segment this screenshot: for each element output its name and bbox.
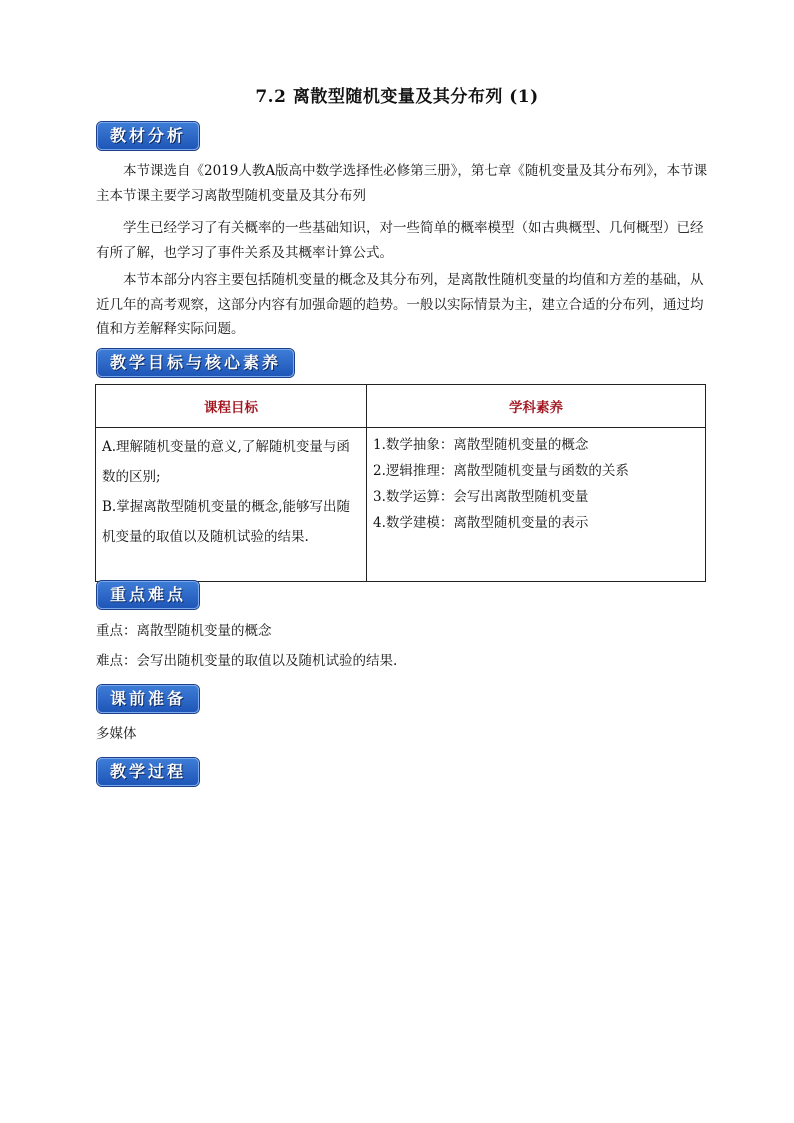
document-title: 7.2 离散型随机变量及其分布列 (1) [255, 87, 539, 107]
preparation-text: 多媒体 [96, 726, 137, 742]
section-badge-preparation: 课前准备 [97, 685, 199, 713]
objectives-table [95, 384, 706, 582]
course-goals-cell [96, 428, 367, 582]
analysis-paragraph-2: 学生已经学习了有关概率的一些基础知识，对一些简单的概率模型（如古典概型、几何概型）已经有所了解，也学习了事件关系及其概率计算公式。 [96, 220, 704, 261]
table-header-row [96, 385, 706, 428]
literacy-item-1: 1.数学抽象：离散型随机变量的概念 [373, 437, 589, 453]
difficulty-line: 难点：会写出随机变量的取值以及随机试验的结果. [96, 653, 398, 669]
section-badge-key-points: 重点难点 [97, 581, 199, 609]
analysis-paragraph-1: 本节课选自《2019人教A版高中数学选择性必修第三册》，第七章《随机变量及其分布列》，本节课主本节课主要学习离散型随机变量及其分布列 [96, 163, 708, 204]
section-badge-analysis: 教材分析 [97, 122, 199, 150]
section-badge-process: 教学过程 [97, 758, 199, 786]
course-goal-b: B.掌握离散型随机变量的概念,能够写出随机变量的取值以及随机试验的结果. [102, 499, 351, 545]
table-row [96, 428, 706, 582]
literacy-cell [367, 428, 706, 582]
section-badge-goals: 教学目标与核心素养 [97, 349, 294, 377]
course-goal-a: A.理解随机变量的意义,了解随机变量与函数的区别; [102, 439, 350, 485]
header-literacy: 学科素养 [367, 385, 706, 428]
literacy-item-4: 4.数学建模：离散型随机变量的表示 [373, 515, 589, 531]
header-course-goals: 课程目标 [96, 385, 367, 428]
literacy-item-2: 2.逻辑推理：离散型随机变量与函数的关系 [373, 463, 629, 479]
literacy-item-3: 3.数学运算：会写出离散型随机变量 [373, 489, 589, 505]
analysis-paragraph-3: 本节本部分内容主要包括随机变量的概念及其分布列，是离散性随机变量的均值和方差的基础，从近几年的高考观察，这部分内容有加强命题的趋势。一般以实际情景为主，建立合适的分布列，通过均值和方差解释实际问题。 [96, 272, 704, 337]
focus-line: 重点：离散型随机变量的概念 [96, 623, 272, 639]
